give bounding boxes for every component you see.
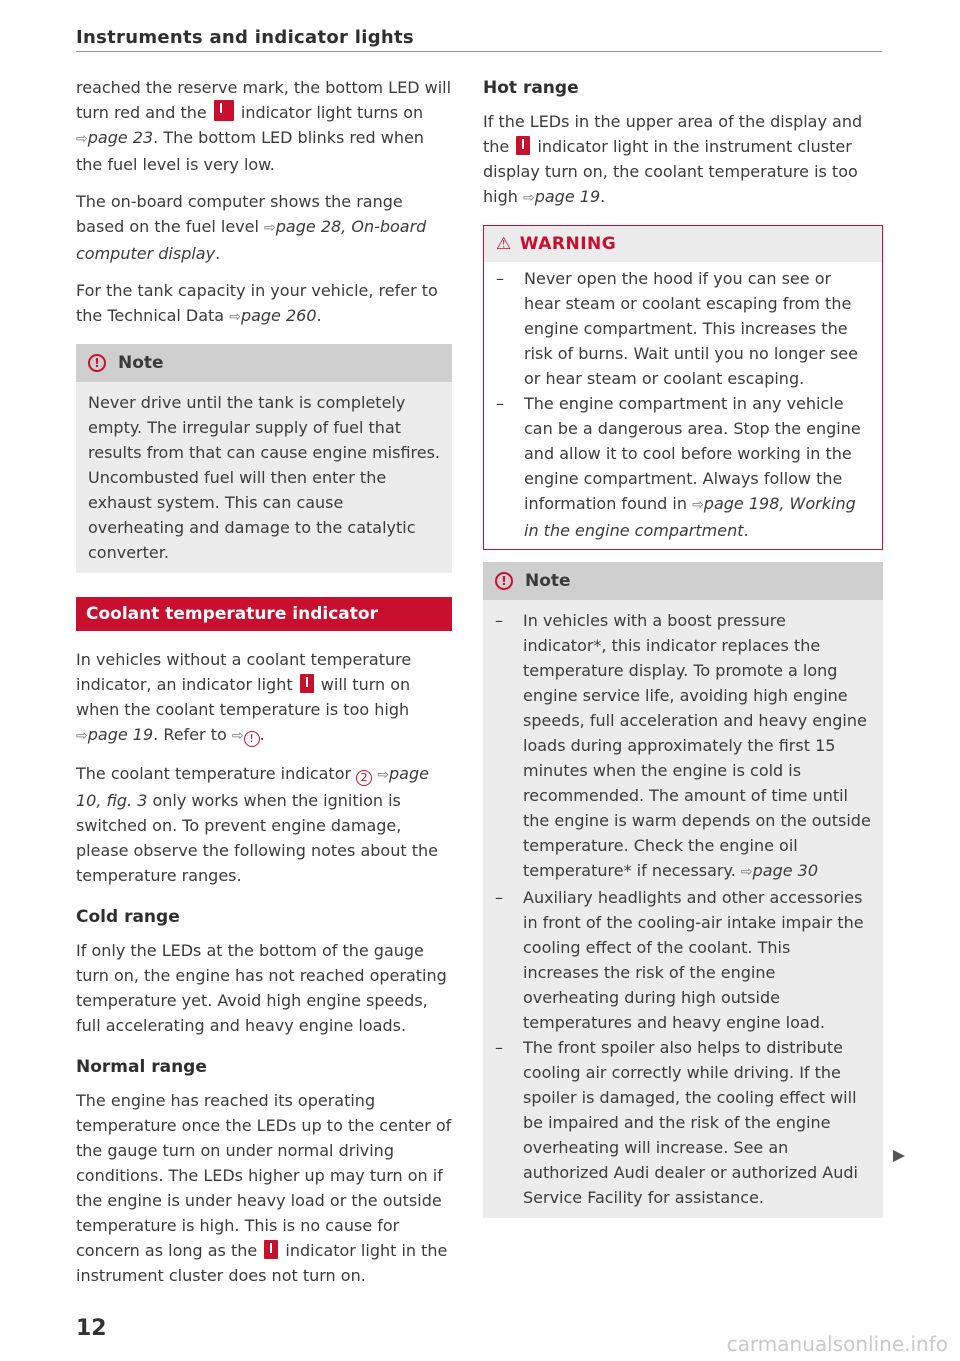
text: .	[600, 187, 606, 206]
arrow-right-icon: ⇨	[231, 728, 244, 744]
arrow-right-icon: ⇨	[76, 728, 88, 744]
text: .	[316, 306, 322, 325]
text: indicator light turns on	[240, 103, 424, 122]
text: The engine has reached its operating temperature once the LEDs up to the center of the gauge turn on under normal driving conditions. The LEDs higher up may turn on if the engine is under heavy load or the outside temperature is high. This is no cause for concern as long as the	[76, 1091, 452, 1260]
fuel-reserve-paragraph	[76, 75, 452, 177]
text: In vehicles without a coolant temperature indicator, an indicator light	[76, 650, 412, 694]
text: In vehicles with a boost pressure indicator*, this indicator replaces the temperature display. To promote a long engine service life, avoiding high engine speeds, full acceleration and heavy engine loads during approximately the first 15 minutes when the engine is cold is recommended. The amount of time until the engine is warm depends on the outside temperature. Check the engine oil temperature* if necessary.	[523, 611, 871, 880]
text: reached the reserve mark, the bottom LED will turn red and the	[76, 78, 452, 122]
note-icon: !	[88, 354, 106, 372]
arrow-right-icon: ⇨	[522, 190, 535, 206]
list-item: – Never open the hood if you can see or hear steam or coolant escaping from the engine compartment. This increases the risk of burns. Wait until you no longer see or hear steam or coolant escaping.	[496, 266, 872, 391]
text: The coolant temperature indicator	[76, 764, 352, 783]
warning-body	[483, 262, 883, 550]
arrow-right-icon: ⇨	[740, 864, 753, 880]
page-ref-link[interactable]: page 28, On-board computer display	[76, 217, 427, 263]
text: The engine compartment in any vehicle can be a dangerous area. Stop the engine and allow it to cool before working in the engine compartment. Always follow the information found in	[524, 394, 861, 513]
list-item: – Auxiliary headlights and other accessories in front of the cooling-air intake impair the cooling effect of the coolant. This increases the risk of the engine overheating during high outside temperatures and heavy engine load.	[495, 885, 871, 1035]
page-ref-link[interactable]: page 30	[752, 861, 819, 880]
note-title: Note	[525, 571, 571, 591]
page-ref-link[interactable]: page 23	[87, 128, 154, 147]
hot-range-paragraph	[483, 109, 883, 211]
normal-range-heading: Normal range	[76, 1057, 207, 1077]
range-paragraph	[76, 189, 452, 266]
arrow-right-icon: ⇨	[692, 497, 704, 513]
note-body	[483, 600, 883, 1218]
warning-list	[496, 266, 872, 543]
note-icon: !	[495, 572, 513, 590]
text: .	[743, 521, 749, 540]
warning-triangle-icon: ⚠	[496, 234, 512, 254]
coolant-indicator-paragraph	[76, 761, 452, 888]
text: only works when the ignition is switched on. To prevent engine damage, please observe the following notes about the temperature ranges.	[76, 791, 438, 885]
warning-box	[483, 225, 883, 550]
cold-range-text: If only the LEDs at the bottom of the gauge turn on, the engine has not reached operating temperature yet. Avoid high engine speeds, full accelerating and heavy engine loads.	[76, 941, 447, 1035]
coolant-temperature-icon	[264, 1240, 278, 1259]
page-number: 12	[76, 1316, 107, 1341]
note-text: Never drive until the tank is completely empty. The irregular supply of fuel that results from that can cause engine misfires. Uncombusted fuel will then enter the exhaust system. This can cause overheating and damage to the catalytic converter.	[88, 393, 441, 562]
page-ref-link[interactable]: page 260	[240, 306, 317, 325]
text: For the tank capacity in your vehicle, refer to the Technical Data	[76, 281, 438, 325]
note-header	[76, 344, 452, 382]
section-title-coolant: Coolant temperature indicator	[76, 597, 452, 631]
text: will turn on when the coolant temperature is too high	[76, 675, 411, 719]
warning-title: WARNING	[519, 234, 617, 254]
warning-header	[483, 225, 883, 262]
text: . Refer to	[153, 725, 227, 744]
page-ref-link[interactable]: page 198, Working in the engine compartment	[524, 494, 856, 540]
cold-range-heading: Cold range	[76, 907, 180, 927]
page-header-title: Instruments and indicator lights	[76, 27, 414, 48]
note-list	[495, 608, 871, 1210]
tank-capacity-paragraph	[76, 278, 452, 330]
text: indicator light in the instrument cluster display turn on, the coolant temperature is too high	[483, 137, 858, 206]
coolant-temperature-icon	[300, 674, 314, 693]
text: .	[259, 725, 265, 744]
watermark: carmanualsonline.info	[726, 1332, 948, 1356]
normal-range-paragraph	[76, 1088, 452, 1288]
fuel-warning-icon	[214, 100, 234, 121]
list-item: – The front spoiler also helps to distribute cooling air correctly while driving. If the spoiler is damaged, the cooling effect will be impaired and the risk of the engine overheating will increase. See an authorized Audi dealer or authorized Audi Service Facility for assistance.	[495, 1035, 871, 1210]
note-box-fuel	[76, 344, 452, 573]
header-divider	[76, 51, 882, 52]
page-ref-link[interactable]: page 10, fig. 3	[76, 764, 429, 810]
coolant-temperature-icon	[516, 136, 530, 155]
caution-ref-icon[interactable]: !	[244, 731, 260, 747]
arrow-right-icon: ⇨	[76, 131, 88, 147]
note-title: Note	[118, 353, 164, 373]
text: .	[215, 244, 221, 263]
list-item	[496, 391, 872, 543]
arrow-right-icon: ⇨	[377, 767, 389, 783]
page-ref-link[interactable]: page 19	[534, 187, 601, 206]
text: The on-board computer shows the range based on the fuel level	[76, 192, 403, 236]
page-ref-link[interactable]: page 19	[87, 725, 154, 744]
note-body	[76, 382, 452, 573]
right-column	[483, 75, 883, 1218]
list-item	[495, 608, 871, 885]
coolant-intro-paragraph	[76, 647, 452, 749]
note-box-coolant	[483, 562, 883, 1218]
left-column	[76, 75, 452, 1288]
arrow-right-icon: ⇨	[229, 309, 241, 325]
callout-number-icon: 2	[356, 770, 372, 786]
text: indicator light in the instrument cluster does not turn on.	[76, 1241, 448, 1285]
note-header	[483, 562, 883, 600]
arrow-right-icon: ⇨	[264, 220, 276, 236]
hot-range-heading: Hot range	[483, 78, 579, 98]
continue-arrow-icon[interactable]	[893, 1150, 905, 1162]
text: If the LEDs in the upper area of the display and the	[483, 112, 863, 156]
text: . The bottom LED blinks red when the fuel level is very low.	[76, 128, 424, 174]
